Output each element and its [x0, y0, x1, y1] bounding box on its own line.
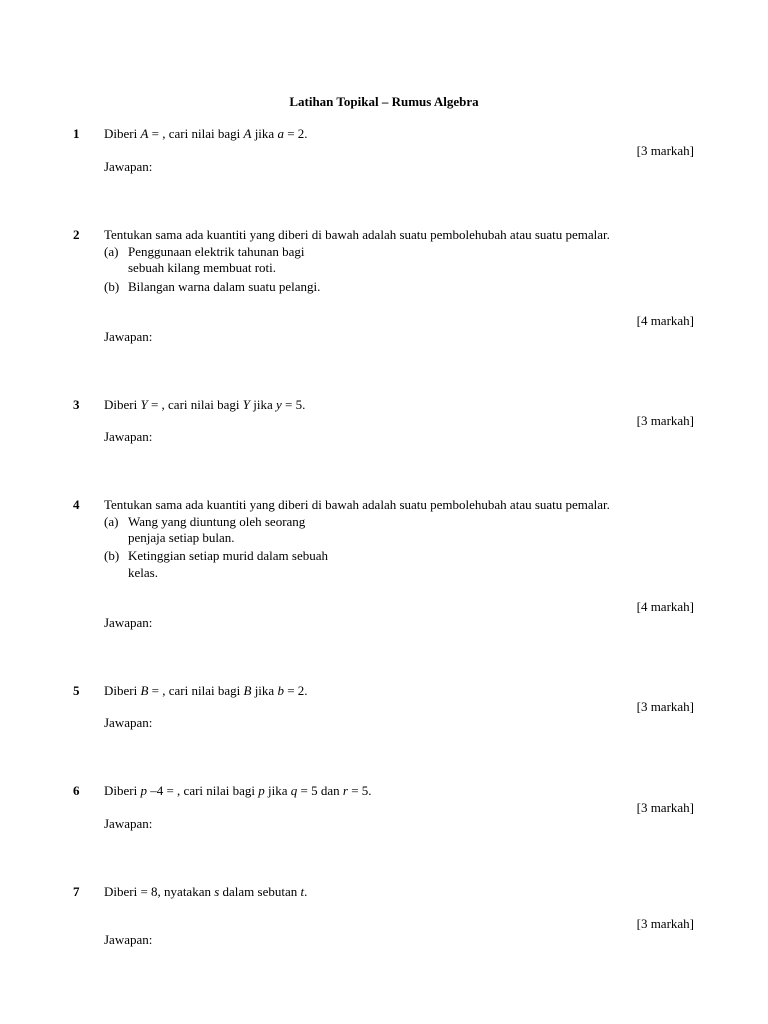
question-number: 3 — [73, 397, 80, 412]
question-number: 5 — [73, 683, 80, 698]
question-number: 7 — [73, 884, 80, 899]
marks-label: [4 markah] — [636, 313, 694, 328]
marks-label: [3 markah] — [636, 916, 694, 931]
question-text: Diberi p –4 = , cari nilai bagi p jika q = 5 dan r = 5. — [104, 783, 372, 798]
sub-question-continuation: penjaja setiap bulan. — [128, 530, 235, 545]
answer-label: Jawapan: — [104, 429, 153, 444]
sub-question-continuation: sebuah kilang membuat roti. — [128, 260, 277, 275]
sub-question: (a) Wang yang diuntung oleh seorang — [104, 514, 306, 529]
worksheet-title: Latihan Topikal – Rumus Algebra — [289, 94, 479, 109]
answer-label: Jawapan: — [104, 715, 153, 730]
answer-label: Jawapan: — [104, 932, 153, 947]
question-text: Tentukan sama ada kuantiti yang diberi di bawah adalah suatu pembolehubah atau suatu pemalar. — [104, 497, 610, 512]
answer-label: Jawapan: — [104, 816, 153, 831]
question-text: Diberi Y = , cari nilai bagi Y jika y = 5. — [104, 397, 306, 412]
answer-label: Jawapan: — [104, 615, 153, 630]
question-text: Tentukan sama ada kuantiti yang diberi di bawah adalah suatu pembolehubah atau suatu pemalar. — [104, 227, 610, 242]
question-number: 6 — [73, 783, 80, 798]
marks-label: [3 markah] — [636, 699, 694, 714]
sub-question: (b) Ketinggian setiap murid dalam sebuah — [104, 548, 329, 563]
question-text: Diberi B = , cari nilai bagi B jika b = 2. — [104, 683, 308, 698]
sub-question: (b) Bilangan warna dalam suatu pelangi. — [104, 279, 321, 294]
sub-question: (a) Penggunaan elektrik tahunan bagi — [104, 244, 305, 259]
marks-label: [4 markah] — [636, 599, 694, 614]
question-text: Diberi A = , cari nilai bagi A jika a = 2. — [104, 126, 308, 141]
question-number: 1 — [73, 126, 80, 141]
question-number: 2 — [73, 227, 80, 242]
question-text: Diberi = 8, nyatakan s dalam sebutan t. — [104, 884, 308, 899]
marks-label: [3 markah] — [636, 413, 694, 428]
answer-label: Jawapan: — [104, 159, 153, 174]
answer-label: Jawapan: — [104, 329, 153, 344]
question-number: 4 — [73, 497, 80, 512]
marks-label: [3 markah] — [636, 800, 694, 815]
sub-question-continuation: kelas. — [128, 565, 158, 580]
marks-label: [3 markah] — [636, 143, 694, 158]
